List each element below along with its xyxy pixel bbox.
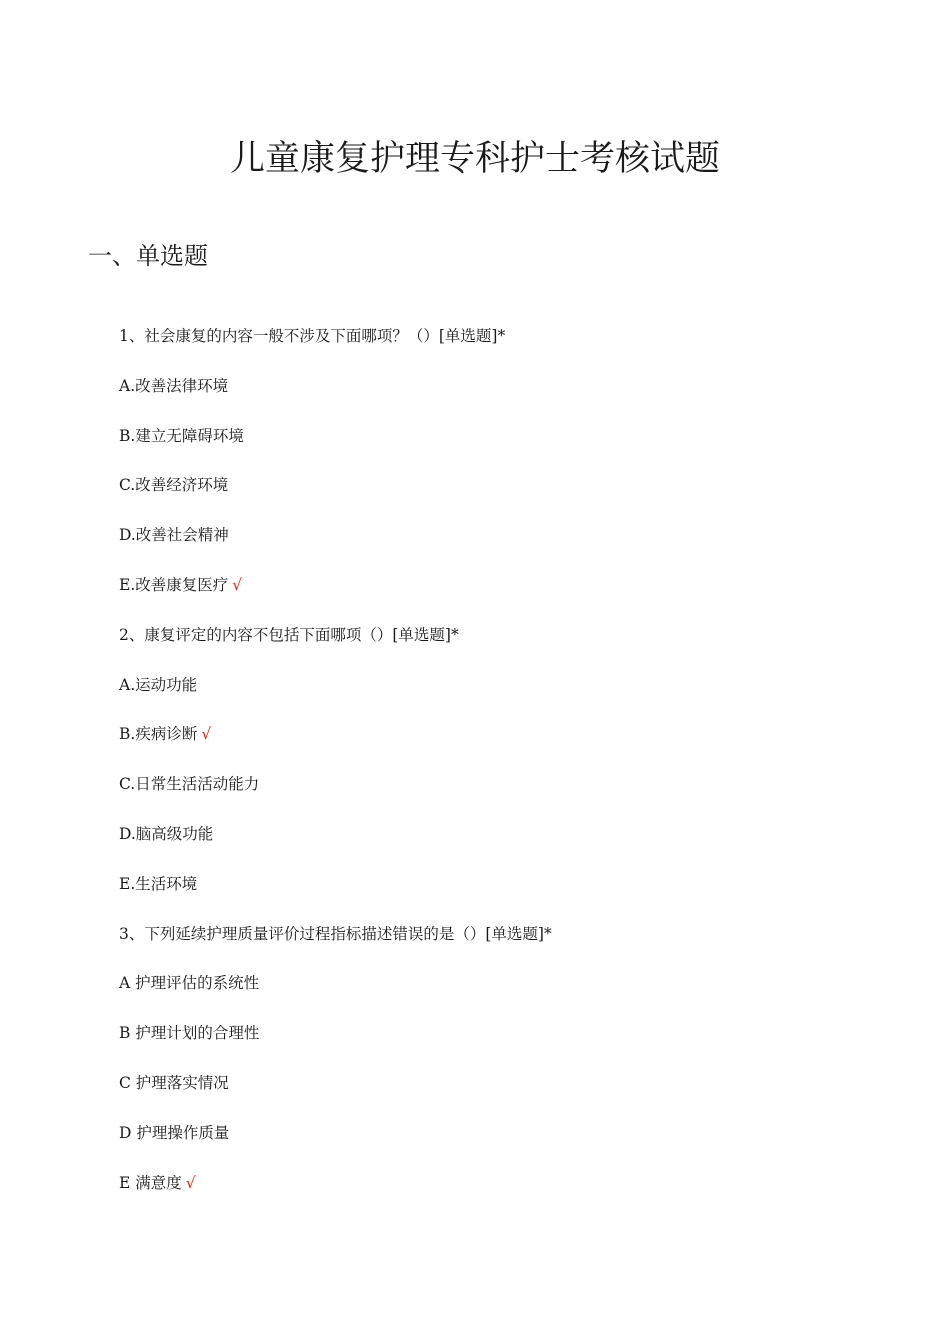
option-text: E.改善康复医疗 — [119, 575, 229, 594]
question-3-option-e — [119, 1169, 552, 1219]
question-1-option-a — [119, 372, 552, 422]
option-text: C 护理落实情况 — [119, 1073, 229, 1092]
question-2-option-d — [119, 820, 552, 870]
option-text: A.运动功能 — [119, 675, 198, 694]
option-text: E.生活环境 — [119, 874, 198, 893]
question-list — [119, 322, 552, 1218]
question-3-option-c — [119, 1069, 552, 1119]
option-text: B 护理计划的合理性 — [119, 1024, 260, 1043]
option-text: A 护理评估的系统性 — [119, 974, 260, 993]
option-text: E 满意度 — [119, 1173, 182, 1192]
option-text: C.日常生活活动能力 — [119, 775, 260, 794]
question-1-option-e — [119, 571, 552, 621]
question-2-option-b — [119, 720, 552, 770]
correct-check-icon: √ — [201, 725, 212, 744]
option-text: C.改善经济环境 — [119, 476, 229, 495]
option-text: B.建立无障碍环境 — [119, 426, 244, 445]
correct-check-icon: √ — [185, 1173, 196, 1192]
question-3-option-b — [119, 1019, 552, 1069]
option-text: D 护理操作质量 — [119, 1123, 230, 1142]
question-1-option-d — [119, 521, 552, 571]
question-2-option-a — [119, 671, 552, 721]
question-1-option-b — [119, 422, 552, 472]
option-text: B.疾病诊断 — [119, 725, 198, 744]
option-text: D.改善社会精神 — [119, 526, 229, 545]
question-3-option-a — [119, 969, 552, 1019]
correct-check-icon: √ — [232, 575, 243, 594]
question-1-stem — [119, 322, 552, 372]
question-3-option-d — [119, 1119, 552, 1169]
question-text: 2、康复评定的内容不包括下面哪项（）[单选题]* — [119, 625, 459, 644]
section-heading: 一、单选题 — [88, 242, 208, 270]
option-text: D.脑高级功能 — [119, 824, 214, 843]
option-text: A.改善法律环境 — [119, 376, 229, 395]
question-3-stem — [119, 920, 552, 970]
question-text: 1、社会康复的内容一般不涉及下面哪项？（）[单选题]* — [119, 327, 506, 345]
question-text: 3、下列延续护理质量评价过程指标描述错误的是（）[单选题]* — [119, 924, 552, 943]
question-1-option-c — [119, 471, 552, 521]
question-2-option-c — [119, 770, 552, 820]
question-2-option-e — [119, 870, 552, 920]
page-title: 儿童康复护理专科护士考核试题 — [229, 139, 720, 179]
question-2-stem — [119, 621, 552, 671]
